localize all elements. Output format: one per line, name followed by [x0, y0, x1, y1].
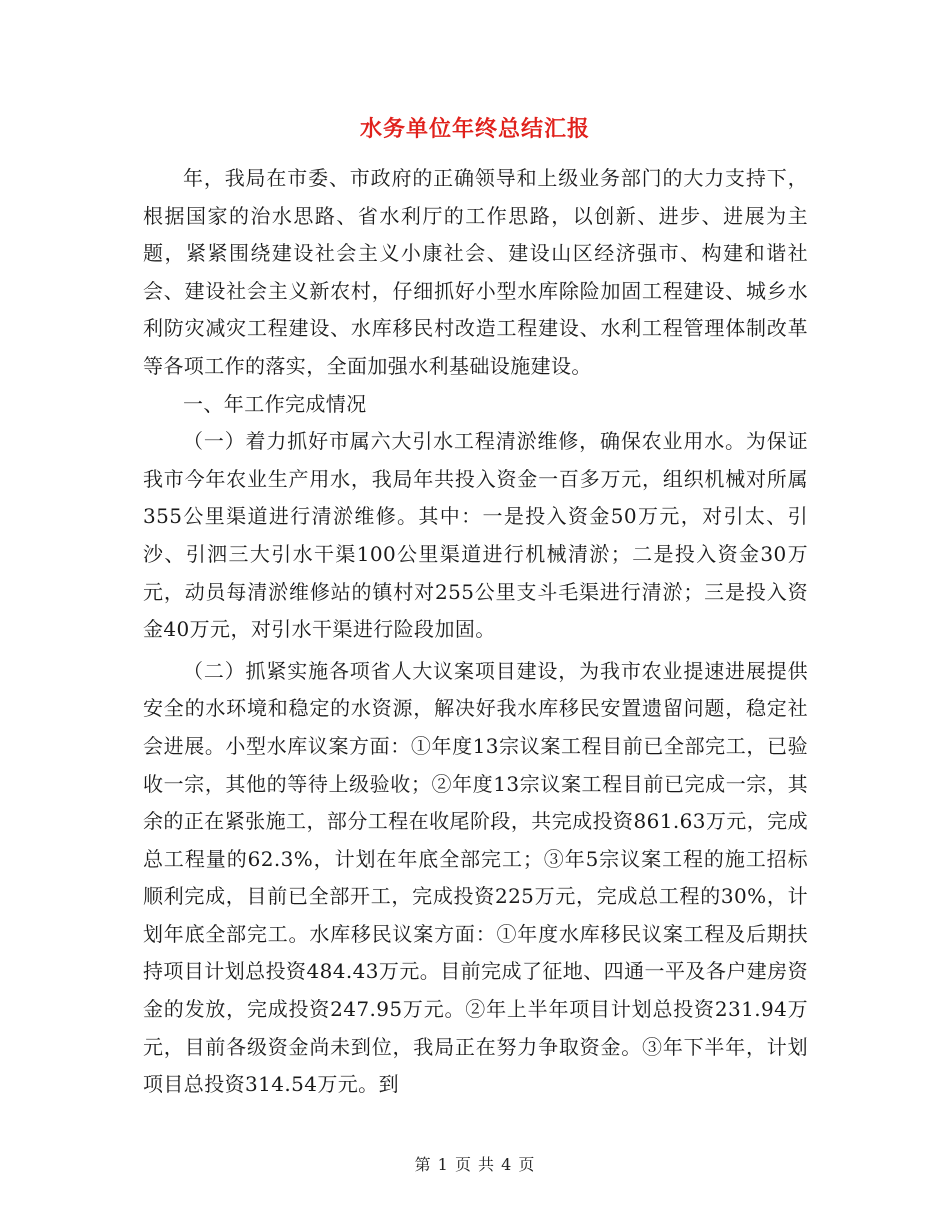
document-body	[143, 160, 808, 1104]
section-heading-1: 一、年工作完成情况	[183, 391, 367, 416]
paragraph-section-1-1: （一）着力抓好市属六大引水工程清淤维修，确保农业用水。为保证我市今年农业生产用水，我局年共投入资金一百多万元，组织机械对所属355公里渠道进行清淤维修。其中：一是投入资金50万元，对引太、引沙、引泗三大引水干渠100公里渠道进行机械清淤；二是投入资金30万元，动员每清淤维修站的镇村对255公里支斗毛渠进行清淤；三是投入资金40万元，对引水干渠进行险段加固。	[143, 429, 808, 642]
paragraph-section-1-2: （二）抓紧实施各项省人大议案项目建设，为我市农业提速进展提供安全的水环境和稳定的水资源，解决好我水库移民安置遗留问题，稳定社会进展。小型水库议案方面：①年度13宗议案工程目前已全部完工，已验收一宗，其他的等待上级验收；②年度13宗议案工程目前已完成一宗，其余的正在紧张施工，部分工程在收尾阶段，共完成投资861.63万元，完成总工程量的62.3%，计划在年底全部完工；③年5宗议案工程的施工招标顺利完成，目前已全部开工，完成投资225万元，完成总工程的30%，计划年底全部完工。水库移民议案方面：①年度水库移民议案工程及后期扶持项目计划总投资484.43万元。目前完成了征地、四通一平及各户建房资金的发放，完成投资247.95万元。②年上半年项目计划总投资231.94万元，目前各级资金尚未到位，我局正在努力争取资金。③年下半年，计划项目总投资314.54万元。到	[143, 658, 808, 1097]
page-footer: 第 1 页 共 4 页	[414, 1155, 536, 1174]
document-title: 水务单位年终总结汇报	[359, 116, 590, 142]
paragraph-intro: 年，我局在市委、市政府的正确领导和上级业务部门的大力支持下，根据国家的治水思路、省水利厅的工作思路，以创新、进步、进展为主题，紧紧围绕建设社会主义小康社会、建设山区经济强市、构建和谐社会、建设社会主义新农村，仔细抓好小型水库除险加固工程建设、城乡水利防灾减灾工程建设、水库移民村改造工程建设、水利工程管理体制改革等各项工作的落实，全面加强水利基础设施建设。	[143, 166, 808, 378]
